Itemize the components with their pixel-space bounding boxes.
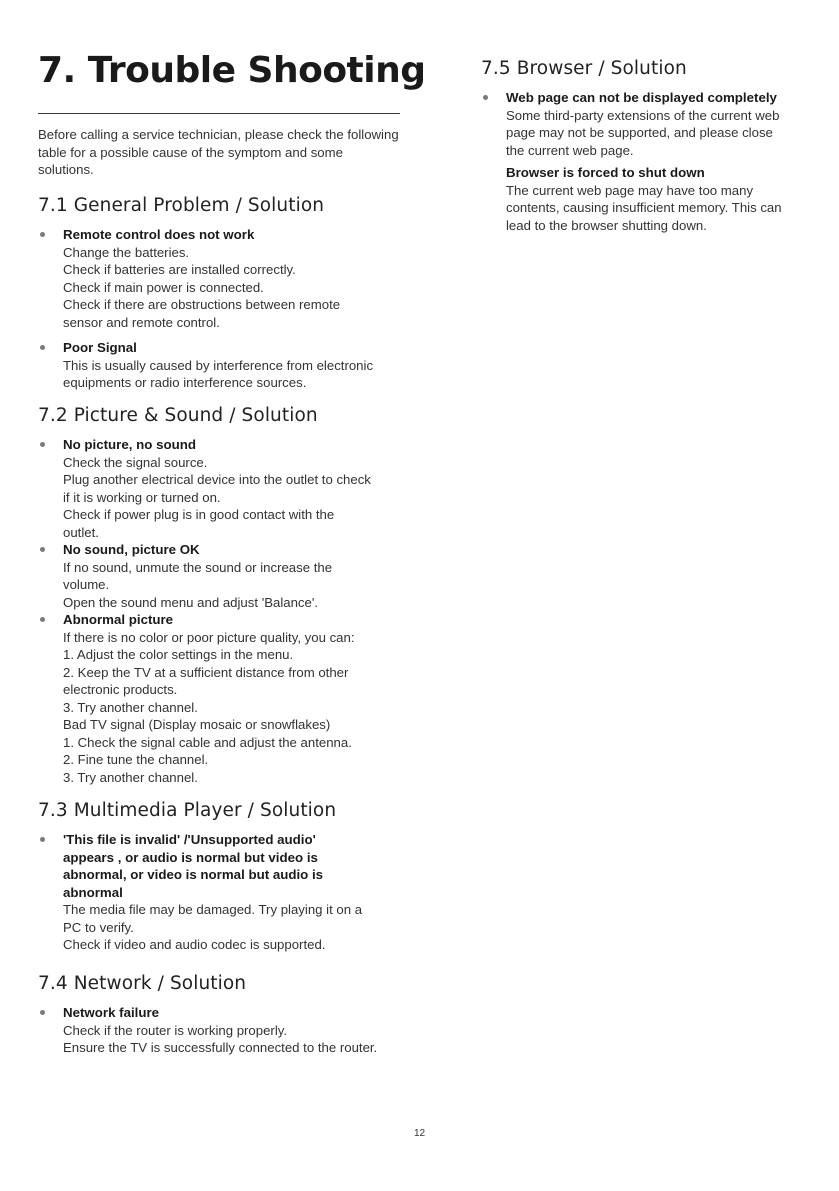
item-list (38, 1004, 400, 1057)
bullet-icon (40, 617, 45, 622)
item-line: Check if batteries are installed correctly. (63, 262, 296, 277)
item-title: abnormal (63, 884, 123, 900)
list-item (38, 611, 400, 786)
item-line: Check the signal source. (63, 454, 208, 470)
section-multimedia-player (38, 800, 400, 954)
item-line: PC to verify. (63, 919, 134, 935)
section-title: 7.5 Browser / Solution (481, 58, 687, 79)
bullet-icon (483, 95, 488, 100)
item-line: Ensure the TV is successfully connected to the router. (63, 1040, 378, 1055)
bullet-icon (40, 547, 45, 552)
section-title: 7.2 Picture & Sound / Solution (38, 405, 318, 426)
list-item (38, 436, 400, 541)
item-line: if it is working or turned on. (63, 489, 221, 505)
item-line: page may not be supported, and please close (506, 125, 773, 140)
item-title: Browser is forced to shut down (506, 165, 705, 180)
list-item (38, 831, 400, 954)
item-list (38, 226, 400, 392)
item-line: volume. (63, 577, 110, 592)
item-line: Check if there are obstructions between remote (63, 297, 341, 312)
item-line: Plug another electrical device into the outlet to check (63, 472, 371, 487)
item-title: appears , or audio is normal but video is (63, 849, 318, 865)
item-line: 2. Fine tune the channel. (63, 752, 209, 767)
title-divider (38, 113, 400, 114)
item-line: The current web page may have too many (506, 182, 754, 198)
item-line: Check if video and audio codec is supported. (63, 937, 326, 952)
item-line: contents, causing insufficient memory. This can (506, 200, 782, 215)
item-line: 3. Try another channel. (63, 769, 198, 785)
list-item (481, 89, 816, 159)
item-title: Poor Signal (63, 340, 137, 355)
item-title: No picture, no sound (63, 437, 196, 452)
item-line: This is usually caused by interference from electronic (63, 357, 374, 373)
bullet-icon (40, 1010, 45, 1015)
item-line: Open the sound menu and adjust 'Balance'. (63, 594, 319, 610)
item-line: The media file may be damaged. Try playing it on a (63, 902, 363, 917)
item-list (38, 436, 400, 786)
section-title: 7.4 Network / Solution (38, 973, 247, 994)
bullet-icon (40, 837, 45, 842)
item-line: Check if the router is working properly. (63, 1022, 288, 1038)
item-list (38, 831, 400, 954)
page-number: 12 (413, 1128, 426, 1139)
item-title: 'This file is invalid' /'Unsupported audio' (63, 832, 316, 847)
list-item (38, 541, 400, 611)
section-title: 7.1 General Problem / Solution (38, 195, 325, 216)
section-network (38, 973, 400, 1057)
item-line: Change the batteries. (63, 244, 190, 260)
item-line: outlet. (63, 524, 99, 540)
item-line: lead to the browser shutting down. (506, 217, 707, 233)
item-line: 3. Try another channel. (63, 699, 198, 715)
section-general-problem (38, 195, 400, 392)
bullet-icon (40, 442, 45, 447)
item-list (481, 89, 816, 234)
intro-paragraph: Before calling a service technician, please check the following table for a possible cause of the symptom and some solutions. (38, 127, 399, 177)
bullet-icon (40, 345, 45, 350)
list-item (481, 164, 816, 234)
item-line: Check if power plug is in good contact with the (63, 507, 335, 522)
item-line: 2. Keep the TV at a sufficient distance from other (63, 664, 349, 680)
list-item (38, 339, 400, 392)
item-title: Abnormal picture (63, 612, 174, 627)
section-title: 7.3 Multimedia Player / Solution (38, 800, 337, 821)
item-line: the current web page. (506, 142, 634, 158)
list-item (38, 1004, 400, 1057)
item-line: If no sound, unmute the sound or increase the (63, 559, 333, 575)
item-line: 1. Check the signal cable and adjust the antenna. (63, 734, 352, 750)
page-title: 7. Trouble Shooting (38, 50, 426, 91)
item-line: Some third-party extensions of the current web (506, 107, 780, 123)
item-title: No sound, picture OK (63, 542, 200, 557)
item-line: If there is no color or poor picture quality, you can: (63, 629, 355, 645)
item-title: abnormal, or video is normal but audio is (63, 867, 324, 882)
item-title: Network failure (63, 1005, 160, 1020)
item-line: equipments or radio interference sources. (63, 375, 307, 390)
item-line: electronic products. (63, 682, 178, 697)
bullet-icon (40, 232, 45, 237)
list-item (38, 226, 400, 331)
section-picture-sound (38, 405, 400, 786)
item-line: sensor and remote control. (63, 314, 220, 330)
section-browser (481, 58, 816, 234)
item-title: Remote control does not work (63, 227, 255, 242)
item-line: 1. Adjust the color settings in the menu. (63, 647, 294, 662)
item-line: Check if main power is connected. (63, 279, 264, 295)
item-title: Web page can not be displayed completely (506, 90, 777, 105)
item-line: Bad TV signal (Display mosaic or snowflakes) (63, 717, 331, 732)
